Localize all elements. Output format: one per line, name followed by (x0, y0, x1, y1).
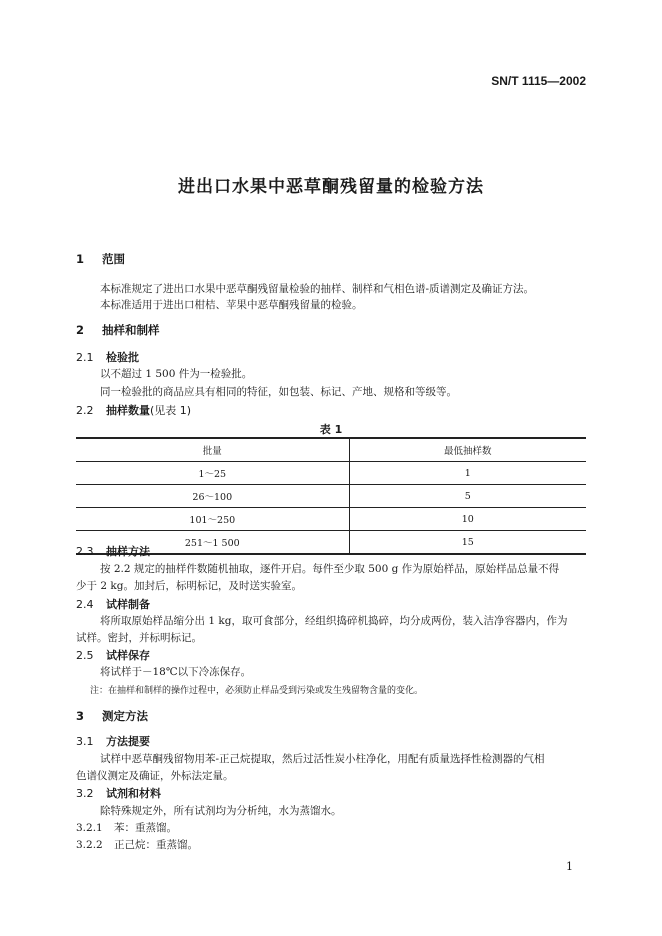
paragraph: 将所取原始样品缩分出 1 kg，取可食部分，经组织捣碎机捣碎，均分成两份，装入洁净容器内，作为 (100, 615, 568, 627)
subsection-title: 试样保存 (106, 649, 150, 662)
subsection-number: 2.5 (76, 649, 94, 662)
table-caption: 表 1 (319, 423, 343, 436)
cell-min-samples: 1 (349, 462, 586, 485)
subsection-3-2-heading (76, 785, 161, 801)
subsection-title: 检验批 (106, 351, 139, 364)
subsection-number: 3.2 (76, 787, 94, 800)
subsection-3-1-heading (76, 733, 150, 749)
section-3-heading (76, 708, 148, 724)
subsection-number: 3.1 (76, 735, 94, 748)
scope-paragraph-1: 本标准规定了进出口水果中恶草酮残留量检验的抽样、制样和气相色谱-质谱测定及确证方法。 (100, 283, 535, 295)
section-number: 1 (76, 252, 85, 266)
subsection-title: 抽样方法 (106, 545, 150, 558)
standard-number: SN/T 1115—2002 (491, 74, 586, 88)
subsection-title: 试剂和材料 (106, 787, 161, 800)
header-batch-size: 批量 (76, 438, 349, 462)
paragraph: 试样中恶草酮残留物用苯-正己烷提取，然后过活性炭小柱净化，用配有质量选择性检测器的气相 (100, 753, 545, 765)
subsection-2-1-heading (76, 349, 139, 365)
subsection-3-2-1 (76, 820, 177, 835)
table-header-row (76, 438, 586, 462)
note: 注：在抽样和制样的操作过程中，必须防止样品受到污染或发生残留物含量的变化。 (90, 686, 424, 696)
paragraph: 以不超过 1 500 件为一检验批。 (100, 368, 253, 380)
cell-min-samples: 15 (349, 531, 586, 555)
section-number: 3 (76, 709, 85, 723)
subsection-number: 2.3 (76, 545, 94, 558)
subsection-title: 试样制备 (106, 598, 150, 611)
subsection-number: 3.2.1 (76, 822, 103, 834)
cell-batch-size: 101～250 (76, 508, 349, 531)
subsection-number: 3.2.2 (76, 839, 103, 851)
sampling-table (76, 437, 586, 555)
cell-min-samples: 10 (349, 508, 586, 531)
paragraph: 同一检验批的商品应具有相同的特征，如包装、标记、产地、规格和等级等。 (100, 386, 457, 398)
paragraph: 将试样于－18℃以下冷冻保存。 (100, 666, 252, 678)
page-number: 1 (566, 860, 573, 873)
cell-min-samples: 5 (349, 485, 586, 508)
scope-paragraph-2: 本标准适用于进出口柑桔、苹果中恶草酮残留量的检验。 (100, 299, 363, 311)
section-1-heading (76, 251, 125, 267)
paragraph-continued: 试样。密封，并标明标记。 (76, 632, 202, 644)
paragraph-continued: 少于 2 kg。加封后，标明标记，及时送实验室。 (76, 580, 302, 592)
table-row (76, 531, 586, 555)
subsection-3-2-2 (76, 837, 198, 852)
document-title: 进出口水果中恶草酮残留量的检验方法 (178, 177, 484, 197)
section-number: 2 (76, 323, 85, 337)
paragraph: 除特殊规定外，所有试剂均为分析纯，水为蒸馏水。 (100, 805, 342, 817)
subsection-text: 正己烷：重蒸馏。 (114, 839, 198, 851)
subsection-number: 2.4 (76, 598, 94, 611)
subsection-2-5-heading (76, 647, 150, 663)
subsection-title: 方法提要 (106, 735, 150, 748)
table-row (76, 462, 586, 485)
cell-batch-size: 26～100 (76, 485, 349, 508)
table-reference: (见表 1) (150, 404, 192, 417)
subsection-number: 2.2 (76, 404, 94, 417)
section-2-heading (76, 322, 160, 338)
section-title: 范围 (102, 252, 125, 266)
subsection-number: 2.1 (76, 351, 94, 364)
paragraph-continued: 色谱仪测定及确证，外标法定量。 (76, 770, 234, 782)
table-row (76, 508, 586, 531)
section-title: 测定方法 (102, 709, 148, 723)
section-title: 抽样和制样 (102, 323, 160, 337)
cell-batch-size: 251～1 500 (76, 531, 349, 555)
header-min-samples: 最低抽样数 (349, 438, 586, 462)
subsection-2-4-heading (76, 596, 150, 612)
subsection-text: 苯：重蒸馏。 (114, 822, 177, 834)
table-row (76, 485, 586, 508)
subsection-2-3-heading (76, 543, 150, 559)
subsection-title: 抽样数量 (106, 404, 150, 417)
subsection-2-2-heading (76, 402, 191, 418)
cell-batch-size: 1～25 (76, 462, 349, 485)
paragraph: 按 2.2 规定的抽样件数随机抽取，逐件开启。每件至少取 500 g 作为原始样品，原始样品总量不得 (100, 563, 560, 575)
